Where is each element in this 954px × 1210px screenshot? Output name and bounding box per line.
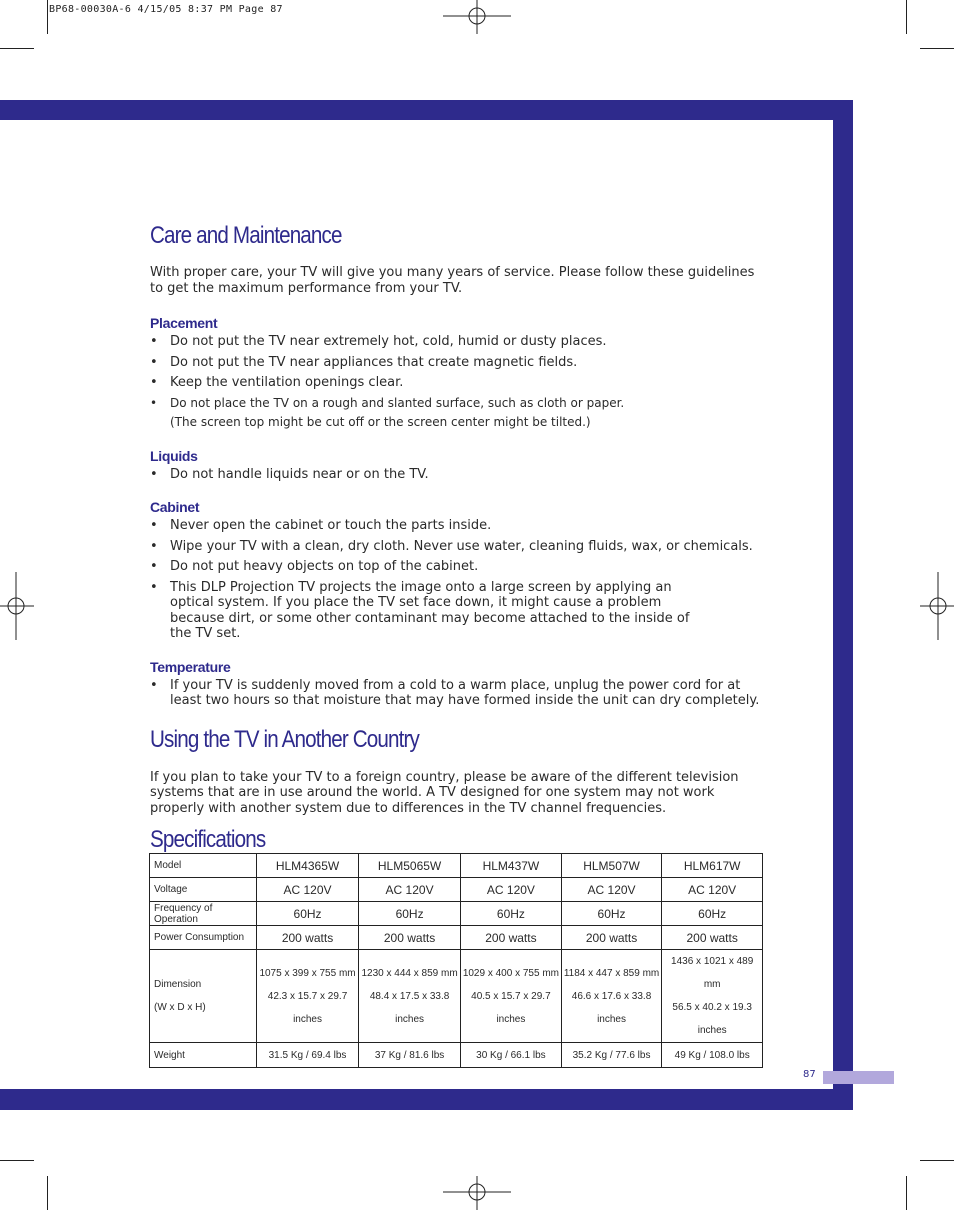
- table-cell: 60Hz: [359, 902, 461, 926]
- table-cell: AC 120V: [257, 878, 359, 902]
- crop-mark-bottom-left-v: [47, 1176, 48, 1210]
- table-cell: 60Hz: [561, 902, 662, 926]
- registration-mark-left: [0, 572, 34, 640]
- bullet-icon: •: [150, 677, 158, 693]
- table-row: [150, 878, 763, 902]
- bullet-icon: •: [150, 579, 158, 595]
- placement-heading: Placement: [150, 315, 218, 331]
- table-cell: HLM617W: [662, 854, 763, 878]
- bullet-icon: •: [150, 395, 158, 410]
- temperature-list: [150, 678, 762, 709]
- registration-mark-bottom: [443, 1176, 511, 1210]
- crop-mark-top-right-h: [920, 48, 954, 49]
- bullet-icon: •: [150, 334, 158, 349]
- table-cell: 60Hz: [257, 902, 359, 926]
- registration-mark-right: [920, 572, 954, 640]
- table-cell: 200 watts: [359, 926, 461, 950]
- table-cell: 37 Kg / 81.6 lbs: [359, 1043, 461, 1068]
- table-cell: Frequency of Operation: [150, 902, 257, 926]
- cabinet-list: [150, 518, 762, 642]
- list-item: • Keep the ventilation openings clear.: [150, 375, 404, 390]
- table-cell: 1075 x 399 x 755 mm 42.3 x 15.7 x 29.7 inches: [257, 950, 359, 1043]
- table-cell: Model: [150, 854, 257, 878]
- table-cell: Weight: [150, 1043, 257, 1068]
- dimension-label: Dimension: [154, 979, 202, 990]
- temperature-heading: Temperature: [150, 658, 231, 675]
- table-cell: 200 watts: [662, 926, 763, 950]
- page-content: [150, 222, 762, 854]
- crop-mark-top-left-v: [47, 0, 48, 34]
- list-item: • Do not put heavy objects on top of the cabinet.: [150, 559, 479, 574]
- cabinet-heading: Cabinet: [150, 499, 200, 515]
- crop-mark-top-right-v: [906, 0, 907, 34]
- registration-mark-top: [443, 0, 511, 34]
- table-cell: 31.5 Kg / 69.4 lbs: [257, 1043, 359, 1068]
- list-item: • Do not put the TV near appliances that create magnetic fields.: [150, 354, 578, 370]
- table-cell: 1029 x 400 x 755 mm 40.5 x 15.7 x 29.7 inches: [461, 950, 562, 1043]
- care-title: Care and Maintenance: [150, 222, 342, 249]
- bullet-icon: •: [150, 538, 158, 554]
- list-item: • Never open the cabinet or touch the parts inside.: [150, 518, 492, 533]
- table-row: [150, 926, 763, 950]
- table-cell: 1436 x 1021 x 489 mm 56.5 x 40.2 x 19.3 inches: [662, 950, 763, 1043]
- table-row: [150, 854, 763, 878]
- liquids-heading: Liquids: [150, 447, 198, 464]
- table-cell: Voltage: [150, 878, 257, 902]
- bullet-icon: •: [150, 466, 158, 482]
- table-row: [150, 950, 763, 1043]
- bullet-icon: •: [150, 559, 158, 574]
- specifications-title: Specifications: [150, 826, 266, 853]
- table-row: [150, 1043, 763, 1068]
- table-cell: 1230 x 444 x 859 mm 48.4 x 17.5 x 33.8 inches: [359, 950, 461, 1043]
- crop-mark-bottom-left-h: [0, 1160, 34, 1161]
- list-item: • Do not handle liquids near or on the TV.: [150, 466, 429, 482]
- crop-mark-top-left-h: [0, 48, 34, 49]
- page-frame-top: [0, 100, 853, 120]
- list-item: • This DLP Projection TV projects the image onto a large screen by applying an optical system. If you place the TV set face down, it might cause a problem because dirt, or some other contaminant may become attached to the inside of the TV set.: [150, 579, 690, 641]
- page-frame-bottom: [0, 1089, 853, 1110]
- table-row: [150, 902, 763, 926]
- table-cell: HLM507W: [561, 854, 662, 878]
- bullet-icon: •: [150, 518, 158, 533]
- dimension-sub-label: (W x D x H): [154, 1002, 206, 1013]
- list-item: • Do not place the TV on a rough and slanted surface, such as cloth or paper. (The screen top might be cut off or the screen center might be tilted.): [150, 396, 762, 431]
- page-tab: [823, 1071, 894, 1084]
- table-cell: 49 Kg / 108.0 lbs: [662, 1043, 763, 1068]
- table-cell: AC 120V: [359, 878, 461, 902]
- bullet-icon: •: [150, 375, 158, 390]
- table-cell: HLM5065W: [359, 854, 461, 878]
- crop-mark-bottom-right-v: [906, 1176, 907, 1210]
- crop-mark-bottom-right-h: [920, 1160, 954, 1161]
- care-intro: With proper care, your TV will give you many years of service. Please follow these guidelines to get the maximum performance from your TV.: [150, 265, 755, 296]
- table-cell: 200 watts: [561, 926, 662, 950]
- table-cell: HLM437W: [461, 854, 562, 878]
- page-number: 87: [803, 1069, 816, 1080]
- page-frame-right: [833, 100, 853, 1110]
- liquids-list: [150, 467, 762, 483]
- placement-note: (The screen top might be cut off or the screen center might be tilted.): [170, 415, 591, 429]
- list-item: • Wipe your TV with a clean, dry cloth. Never use water, cleaning fluids, wax, or chemicals.: [150, 538, 753, 554]
- table-cell: 1184 x 447 x 859 mm 46.6 x 17.6 x 33.8 inches: [561, 950, 662, 1043]
- list-item: • Do not put the TV near extremely hot, cold, humid or dusty places.: [150, 334, 607, 349]
- table-cell: AC 120V: [461, 878, 562, 902]
- print-slug: BP68-00030A-6 4/15/05 8:37 PM Page 87: [49, 4, 283, 15]
- table-cell: 200 watts: [461, 926, 562, 950]
- table-cell: HLM4365W: [257, 854, 359, 878]
- table-cell: 30 Kg / 66.1 lbs: [461, 1043, 562, 1068]
- specifications-table: [149, 853, 763, 1068]
- list-item: • If your TV is suddenly moved from a cold to a warm place, unplug the power cord for at least two hours so that moisture that may have formed inside the unit can dry completely.: [150, 677, 760, 708]
- another-country-title: Using the TV in Another Country: [150, 725, 419, 753]
- table-cell: [150, 950, 257, 1043]
- table-cell: 200 watts: [257, 926, 359, 950]
- placement-list: [150, 334, 762, 431]
- table-cell: 60Hz: [461, 902, 562, 926]
- table-cell: Power Consumption: [150, 926, 257, 950]
- table-cell: 35.2 Kg / 77.6 lbs: [561, 1043, 662, 1068]
- table-cell: AC 120V: [662, 878, 763, 902]
- bullet-icon: •: [150, 354, 158, 370]
- table-cell: 60Hz: [662, 902, 763, 926]
- another-country-text: If you plan to take your TV to a foreign country, please be aware of the different television systems that are in use around the world. A TV designed for one system may not work properly with another system due to differences in the TV channel frequencies.: [150, 769, 739, 816]
- table-cell: AC 120V: [561, 878, 662, 902]
